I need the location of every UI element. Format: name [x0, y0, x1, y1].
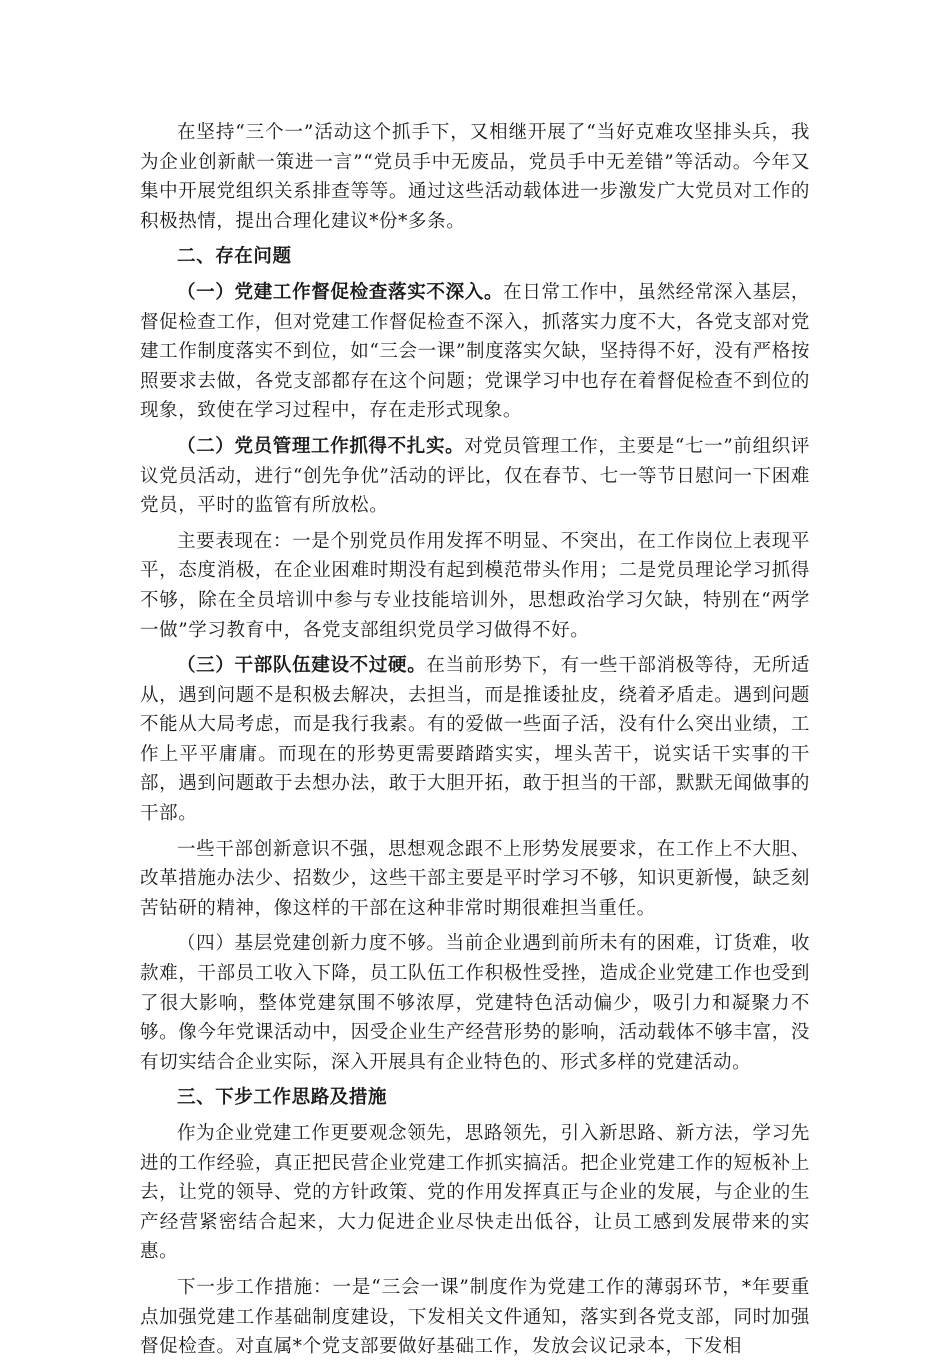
- section-heading-next-steps: 三、下步工作思路及措施: [177, 1087, 388, 1109]
- paragraph-cadre: [140, 651, 810, 829]
- paragraph-cadre-body: 在当前形势下，有一些干部消极等待，无所适从，遇到问题不是积极去解决，去担当，而是推诿扯皮，绕着矛盾走。遇到问题不能从大局考虑，而是我行我素。有的爱做一些面子活，没有什么突出业绩，工作上平平庸庸。而现在的形势更需要踏踏实实，埋头苦干，说实话干实事的干部，遇到问题敢于去想办法，敢于大胆开拓，敢于担当的干部，默默无闻做事的干部。: [140, 655, 810, 825]
- subheading-inspection: （一）党建工作督促检查落实不深入。: [177, 281, 504, 303]
- paragraph-inspection-body: 在日常工作中，虽然经常深入基层，督促检查工作，但对党建工作督促检查不深入，抓落实力度不大，各党支部对党建工作制度落实不到位，如“三会一课”制度落实欠缺，坚持得不好，没有严格按照要求去做，各党支部都存在这个问题；党课学习中也存在着督促检查不到位的现象，致使在学习过程中，存在走形式现象。: [140, 281, 811, 422]
- paragraph-measures: 下一步工作措施：一是“三会一课”制度作为党建工作的薄弱环节，*年要重点加强党建工作基础制度建设，下发相关文件通知，落实到各党支部，同时加强督促检查。对直属*个党支部要做好基础工作，发放会议记录本，下发相: [140, 1276, 810, 1358]
- paragraph-inspection: [140, 278, 810, 426]
- subheading-member-management: （二）党员管理工作抓得不扎实。: [177, 435, 465, 457]
- document-page: [140, 118, 810, 1368]
- paragraph-approach: 作为企业党建工作更要观念领先，思路领先，引入新思路、新方法，学习先进的工作经验，真正把民营企业党建工作抓实搞活。把企业党建工作的短板补上去，让党的领导、党的方针政策、党的作用发挥真正与企业的发展，与企业的生产经营紧密结合起来，大力促进企业尽快走出低谷，让员工感到发展带来的实惠。: [140, 1123, 810, 1263]
- paragraph-innovation-awareness: 一些干部创新意识不强，思想观念跟不上形势发展要求，在工作上不大胆、改革措施办法少、招数少，这些干部主要是平时学习不够，知识更新慢，缺乏刻苦钻研的精神，像这样的干部在这种非常时期很难担当重任。: [140, 838, 810, 919]
- subheading-cadre: （三）干部队伍建设不过硬。: [177, 655, 427, 677]
- paragraph-member-management: [140, 432, 810, 521]
- paragraph-grassroots: （四）基层党建创新力度不够。当前企业遇到前所未有的困难，订货难，收款难，干部员工收入下降，员工队伍工作积极性受挫，造成企业党建工作也受到了很大影响，整体党建氛围不够浓厚，党建特色活动偏少，吸引力和凝聚力不够。像今年党课活动中，因受企业生产经营形势的影响，活动载体不够丰富，没有切实结合企业实际，深入开展具有企业特色的、形式多样的党建活动。: [140, 933, 810, 1073]
- paragraph-activities: 在坚持“三个一”活动这个抓手下，又相继开展了“当好克难攻坚排头兵，我为企业创新献一策进一言”“党员手中无废品，党员手中无差错”等活动。今年又集中开展党组织关系排查等等。通过这些活动载体进一步激发广大党员对工作的积极热情，提出合理化建议*份*多条。: [140, 122, 810, 232]
- paragraph-manifestations: 主要表现在：一是个别党员作用发挥不明显、不突出，在工作岗位上表现平平，态度消极，在企业困难时期没有起到模范带头作用；二是党员理论学习抓得不够，除在全员培训中参与专业技能培训外，思想政治学习欠缺，特别在“两学一做”学习教育中，各党支部组织党员学习做得不好。: [140, 530, 810, 641]
- paragraph-member-management-body: 对党员管理工作，主要是“七一”前组织评议党员活动，进行“创先争优”活动的评比，仅在春节、七一等节日慰问一下困难党员，平时的监管有所放松。: [140, 435, 810, 517]
- section-heading-problems: 二、存在问题: [177, 246, 292, 268]
